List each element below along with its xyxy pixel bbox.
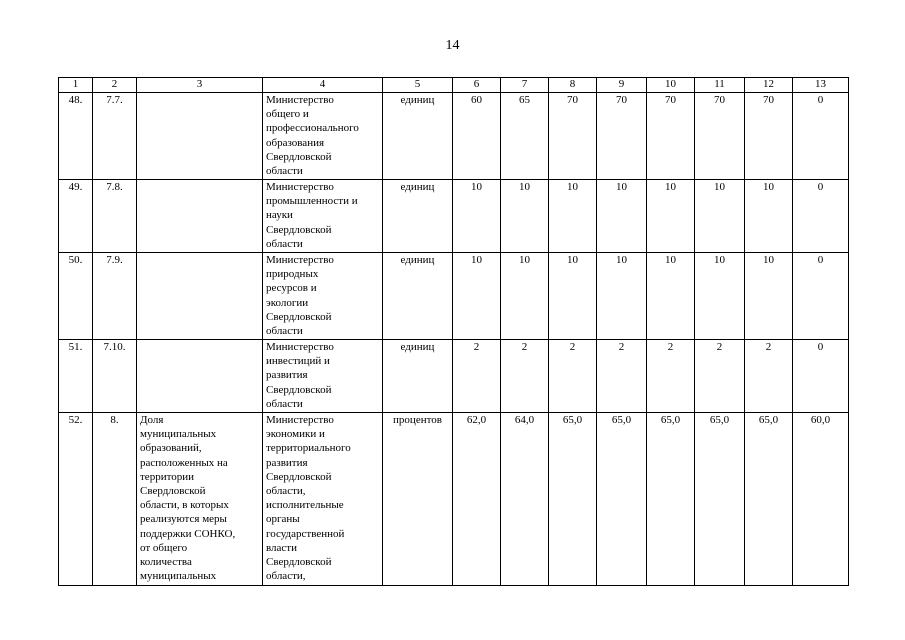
row-number-cell: 49. <box>59 180 93 253</box>
header-cell: 10 <box>647 78 695 93</box>
responsible-cell <box>263 93 383 180</box>
responsible-cell-line: Министерство <box>266 181 334 193</box>
table-row <box>59 180 849 253</box>
value-cell: 10 <box>549 253 597 340</box>
responsible-cell-line: профессионального <box>266 122 359 135</box>
header-cell: 9 <box>597 78 647 93</box>
indicator-cell-line: от общего <box>140 541 188 554</box>
header-cell: 1 <box>59 78 93 93</box>
indicator-cell-line: муниципальных <box>140 570 217 583</box>
value-cell: 65,0 <box>549 413 597 586</box>
header-cell: 12 <box>745 78 793 93</box>
value-cell: 2 <box>597 340 647 413</box>
value-cell: 0 <box>793 340 849 413</box>
value-cell: 0 <box>793 253 849 340</box>
responsible-cell-line: Министерство <box>266 254 334 266</box>
value-cell: 2 <box>745 340 793 413</box>
unit-cell: единиц <box>383 340 453 413</box>
responsible-cell-line: общего и <box>266 108 309 121</box>
indicator-cell-line: Свердловской <box>140 485 206 498</box>
responsible-cell-line: органы <box>266 513 300 526</box>
responsible-cell-line: власти <box>266 541 297 554</box>
indicator-cell-line: области, в которых <box>140 499 229 512</box>
value-cell: 60 <box>453 93 501 180</box>
value-cell: 64,0 <box>501 413 549 586</box>
responsible-cell-line: развития <box>266 456 308 469</box>
row-code-cell: 7.10. <box>93 340 137 413</box>
header-cell: 3 <box>137 78 263 93</box>
responsible-cell-line: ресурсов и <box>266 282 317 295</box>
value-cell: 10 <box>745 180 793 253</box>
header-cell: 13 <box>793 78 849 93</box>
indicators-table <box>58 77 849 586</box>
indicator-cell-line: муниципальных <box>140 428 217 441</box>
value-cell: 10 <box>501 253 549 340</box>
responsible-cell-line: государственной <box>266 527 345 540</box>
value-cell: 0 <box>793 180 849 253</box>
value-cell: 2 <box>453 340 501 413</box>
value-cell: 10 <box>695 180 745 253</box>
responsible-cell-line: Министерство <box>266 341 334 353</box>
responsible-cell <box>263 340 383 413</box>
header-cell: 5 <box>383 78 453 93</box>
value-cell: 2 <box>647 340 695 413</box>
value-cell: 65,0 <box>745 413 793 586</box>
value-cell: 10 <box>453 253 501 340</box>
responsible-cell <box>263 253 383 340</box>
responsible-cell-line: Свердловской <box>266 150 332 163</box>
row-code-cell: 7.7. <box>93 93 137 180</box>
value-cell: 65,0 <box>597 413 647 586</box>
responsible-cell-line: Министерство <box>266 94 334 106</box>
page-number: 14 <box>445 38 460 53</box>
value-cell: 10 <box>549 180 597 253</box>
table-row <box>59 340 849 413</box>
value-cell: 62,0 <box>453 413 501 586</box>
value-cell: 70 <box>549 93 597 180</box>
responsible-cell-line: области, <box>266 485 306 498</box>
value-cell: 10 <box>501 180 549 253</box>
header-cell: 11 <box>695 78 745 93</box>
responsible-cell <box>263 180 383 253</box>
unit-cell: единиц <box>383 93 453 180</box>
unit-cell: процентов <box>383 413 453 586</box>
responsible-cell <box>263 413 383 586</box>
value-cell: 2 <box>695 340 745 413</box>
responsible-cell-line: Министерство <box>266 414 334 426</box>
unit-cell: единиц <box>383 253 453 340</box>
value-cell: 60,0 <box>793 413 849 586</box>
value-cell: 2 <box>501 340 549 413</box>
responsible-cell-line: развития <box>266 369 308 382</box>
responsible-cell-line: Свердловской <box>266 383 332 396</box>
responsible-cell-line: Свердловской <box>266 310 332 323</box>
indicator-cell-line: образований, <box>140 442 202 455</box>
responsible-cell-line: образования <box>266 136 325 149</box>
responsible-cell-line: Свердловской <box>266 556 332 569</box>
header-cell: 7 <box>501 78 549 93</box>
table-row <box>59 413 849 586</box>
value-cell: 70 <box>695 93 745 180</box>
value-cell: 70 <box>647 93 695 180</box>
row-code-cell: 8. <box>93 413 137 586</box>
header-cell: 8 <box>549 78 597 93</box>
responsible-cell-line: области <box>266 165 303 178</box>
value-cell: 10 <box>647 253 695 340</box>
indicator-cell-line: поддержки СОНКО, <box>140 527 236 540</box>
value-cell: 0 <box>793 93 849 180</box>
header-cell: 2 <box>93 78 137 93</box>
table-row <box>59 253 849 340</box>
responsible-cell-line: науки <box>266 209 293 222</box>
responsible-cell-line: экологии <box>266 296 309 309</box>
responsible-cell-line: природных <box>266 268 319 281</box>
indicator-cell-line: количества <box>140 556 192 569</box>
responsible-cell-line: инвестиций и <box>266 355 330 368</box>
responsible-cell-line: области, <box>266 570 306 583</box>
indicator-cell <box>137 253 263 340</box>
value-cell: 65 <box>501 93 549 180</box>
table-row <box>59 93 849 180</box>
responsible-cell-line: экономики и <box>266 428 325 441</box>
responsible-cell-line: исполнительные <box>266 499 344 512</box>
value-cell: 10 <box>695 253 745 340</box>
header-cell: 4 <box>263 78 383 93</box>
indicator-cell <box>137 340 263 413</box>
value-cell: 10 <box>597 253 647 340</box>
indicator-cell-line: территории <box>140 470 195 483</box>
row-number-cell: 48. <box>59 93 93 180</box>
value-cell: 65,0 <box>695 413 745 586</box>
indicator-cell-line: Доля <box>140 414 164 426</box>
table-header-row <box>59 78 849 93</box>
indicator-cell <box>137 180 263 253</box>
header-cell: 6 <box>453 78 501 93</box>
row-code-cell: 7.9. <box>93 253 137 340</box>
row-code-cell: 7.8. <box>93 180 137 253</box>
value-cell: 70 <box>597 93 647 180</box>
value-cell: 65,0 <box>647 413 695 586</box>
responsible-cell-line: Свердловской <box>266 470 332 483</box>
value-cell: 2 <box>549 340 597 413</box>
responsible-cell-line: промышленности и <box>266 195 358 208</box>
value-cell: 10 <box>597 180 647 253</box>
indicator-cell-line: расположенных на <box>140 456 228 469</box>
value-cell: 10 <box>453 180 501 253</box>
indicator-cell <box>137 93 263 180</box>
value-cell: 70 <box>745 93 793 180</box>
indicator-cell-line: реализуются меры <box>140 513 227 526</box>
responsible-cell-line: области <box>266 237 303 250</box>
unit-cell: единиц <box>383 180 453 253</box>
responsible-cell-line: Свердловской <box>266 223 332 236</box>
responsible-cell-line: области <box>266 397 303 410</box>
value-cell: 10 <box>647 180 695 253</box>
indicator-cell <box>137 413 263 586</box>
row-number-cell: 51. <box>59 340 93 413</box>
responsible-cell-line: территориального <box>266 442 351 455</box>
responsible-cell-line: области <box>266 325 303 338</box>
row-number-cell: 50. <box>59 253 93 340</box>
row-number-cell: 52. <box>59 413 93 586</box>
value-cell: 10 <box>745 253 793 340</box>
